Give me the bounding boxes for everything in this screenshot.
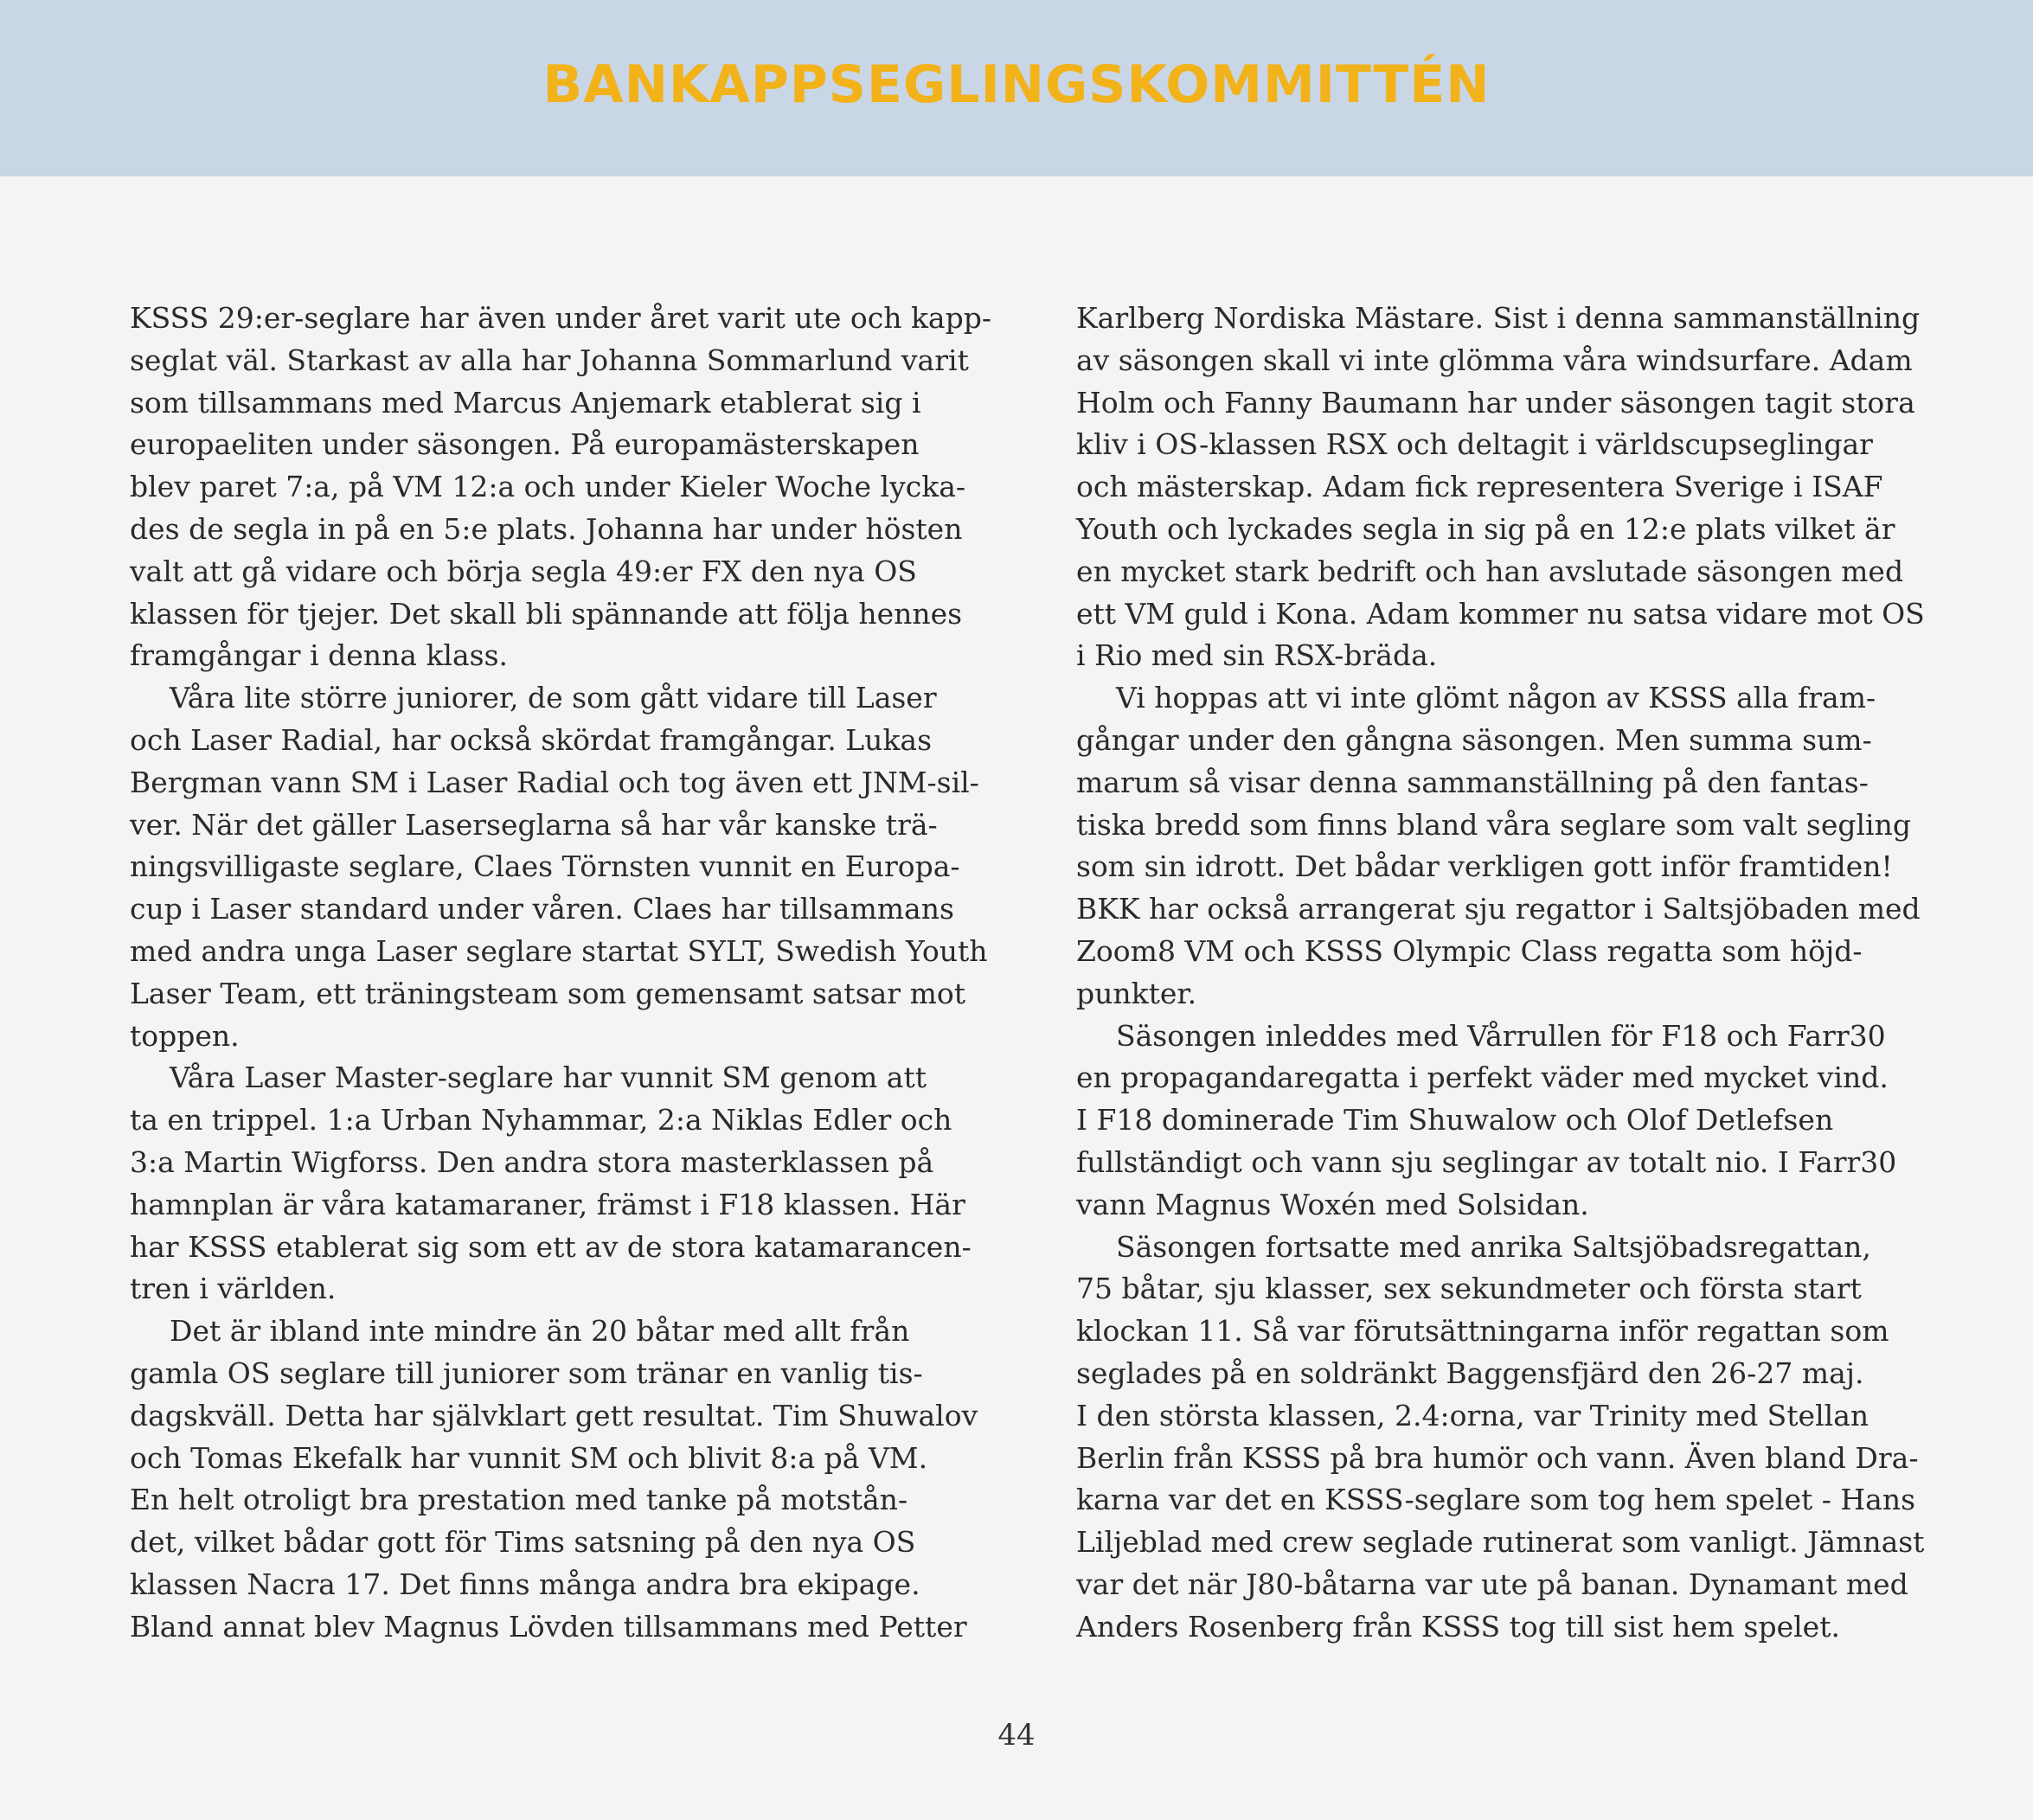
text-line: och Tomas Ekefalk har vunnit SM och blivit 8:a på VM. [130,1440,928,1475]
text-line: och Laser Radial, har också skördat framgångar. Lukas [130,722,933,757]
text-line: Holm och Fanny Baumann har under säsongen tagit stora [1076,385,1915,420]
text-line: toppen. [130,1018,240,1053]
text-line: I F18 dominerade Tim Shuwalow och Olof Detlefsen [1076,1103,1834,1138]
text-line: karna var det en KSSS-seglare som tog hem spelet - Hans [1076,1483,1916,1517]
text-line: Säsongen fortsatte med anrika Saltsjöbadsregattan, [1116,1229,1871,1264]
text-line: en mycket stark bedrift och han avslutade säsongen med [1076,554,1904,588]
text-line: seglades på en soldränkt Baggensfjärd den 26-27 maj. [1076,1355,1864,1390]
text-line: BKK har också arrangerat sju regattor i Saltsjöbaden med [1076,892,1921,926]
text-line: klassen för tjejer. Det skall bli spännande att följa hennes [130,596,963,631]
text-line: cup i Laser standard under våren. Claes har tillsammans [130,892,954,926]
text-line: gångar under den gångna säsongen. Men summa sum- [1076,722,1872,757]
text-line: Youth och lyckades segla in sig på en 12:e plats vilket är [1076,511,1895,546]
text-line: Karlberg Nordiska Mästare. Sist i denna sammanställning [1076,301,1921,335]
text-line: Säsongen inleddes med Vårrullen för F18 och Farr30 [1116,1018,1886,1053]
text-line: Våra Laser Master-seglare har vunnit SM genom att [170,1061,927,1095]
text-line: i Rio med sin RSX-bräda. [1076,638,1438,673]
text-line: tren i världen. [130,1272,337,1306]
text-line: 75 båtar, sju klasser, sex sekundmeter och första start [1076,1272,1862,1306]
text-line: I den största klassen, 2.4:orna, var Trinity med Stellan [1076,1398,1869,1432]
text-line: Det är ibland inte mindre än 20 båtar med allt från [170,1314,910,1349]
text-line: ningsvilligaste seglare, Claes Törnsten vunnit en Europa- [130,849,960,884]
text-line: Våra lite större juniorer, de som gått vidare till Laser [170,681,937,715]
text-line: klassen Nacra 17. Det finns många andra bra ekipage. [130,1567,920,1601]
text-line: 3:a Martin Wigforss. Den andra stora masterklassen på [130,1144,934,1179]
text-line: En helt otroligt bra prestation med tanke på motstån- [130,1483,908,1517]
text-line: Berlin från KSSS på bra humör och vann. Även bland Dra- [1076,1440,1919,1475]
left-column [130,298,992,1649]
text-line: Bergman vann SM i Laser Radial och tog även ett JNM-sil- [130,765,979,799]
text-line: europaeliten under säsongen. På europamästerskapen [130,427,920,462]
text-line: marum så visar denna sammanställning på den fantas- [1076,765,1869,799]
text-line: klockan 11. Så var förutsättningarna inför regattan som [1076,1314,1889,1349]
text-line: punkter. [1076,976,1197,1010]
text-line: ver. När det gäller Laserseglarna så har vår kanske trä- [130,807,938,842]
text-line: Laser Team, ett träningsteam som gemensamt satsar mot [130,976,965,1010]
text-line: dagskväll. Detta har självklart gett resultat. Tim Shuwalov [130,1398,978,1432]
text-line: en propagandaregatta i perfekt väder med mycket vind. [1076,1061,1889,1095]
text-line: ett VM guld i Kona. Adam kommer nu satsa vidare mot OS [1076,596,1925,631]
text-line: med andra unga Laser seglare startat SYLT, Swedish Youth [130,933,988,968]
text-line: tiska bredd som finns bland våra seglare som valt segling [1076,807,1911,842]
text-line: Anders Rosenberg från KSSS tog till sist hem spelet. [1076,1609,1840,1644]
text-line: kliv i OS-klassen RSX och deltagit i världscupseglingar [1076,427,1873,462]
text-line: seglat väl. Starkast av alla har Johanna Sommarlund varit [130,343,969,377]
text-line: Bland annat blev Magnus Lövden tillsammans med Petter [130,1609,967,1644]
page-heading: BANKAPPSEGLINGSKOMMITTÉN [542,54,1491,115]
text-line: och mästerskap. Adam fick representera Sverige i ISAF [1076,470,1883,504]
text-line: som sin idrott. Det bådar verkligen gott inför framtiden! [1076,849,1893,884]
text-line: KSSS 29:er-seglare har även under året varit ute och kapp- [130,301,992,335]
text-line: vann Magnus Woxén med Solsidan. [1076,1187,1589,1221]
text-line: Liljeblad med crew seglade rutinerat som vanligt. Jämnast [1076,1525,1925,1560]
text-line: Zoom8 VM och KSSS Olympic Class regatta som höjd- [1076,933,1863,968]
text-line: som tillsammans med Marcus Anjemark etablerat sig i [130,385,921,420]
text-line: det, vilket bådar gott för Tims satsning på den nya OS [130,1525,916,1560]
text-line: valt att gå vidare och börja segla 49:er FX den nya OS [130,554,917,588]
right-column [1076,298,1925,1649]
text-line: Vi hoppas att vi inte glömt någon av KSSS alla fram- [1116,681,1876,715]
text-line: framgångar i denna klass. [130,638,509,673]
page-number: 44 [997,1718,1036,1753]
text-line: gamla OS seglare till juniorer som tränar en vanlig tis- [130,1355,923,1390]
text-line: har KSSS etablerat sig som ett av de stora katamarancen- [130,1229,972,1264]
text-line: hamnplan är våra katamaraner, främst i F18 klassen. Här [130,1187,965,1221]
text-line: var det när J80-båtarna var ute på banan. Dynamant med [1076,1567,1908,1601]
text-line: des de segla in på en 5:e plats. Johanna har under hösten [130,511,963,546]
text-line: fullständigt och vann sju seglingar av totalt nio. I Farr30 [1076,1144,1897,1179]
text-line: blev paret 7:a, på VM 12:a och under Kieler Woche lycka- [130,470,966,504]
text-line: ta en trippel. 1:a Urban Nyhammar, 2:a Niklas Edler och [130,1103,952,1138]
text-line: av säsongen skall vi inte glömma våra windsurfare. Adam [1076,343,1913,377]
